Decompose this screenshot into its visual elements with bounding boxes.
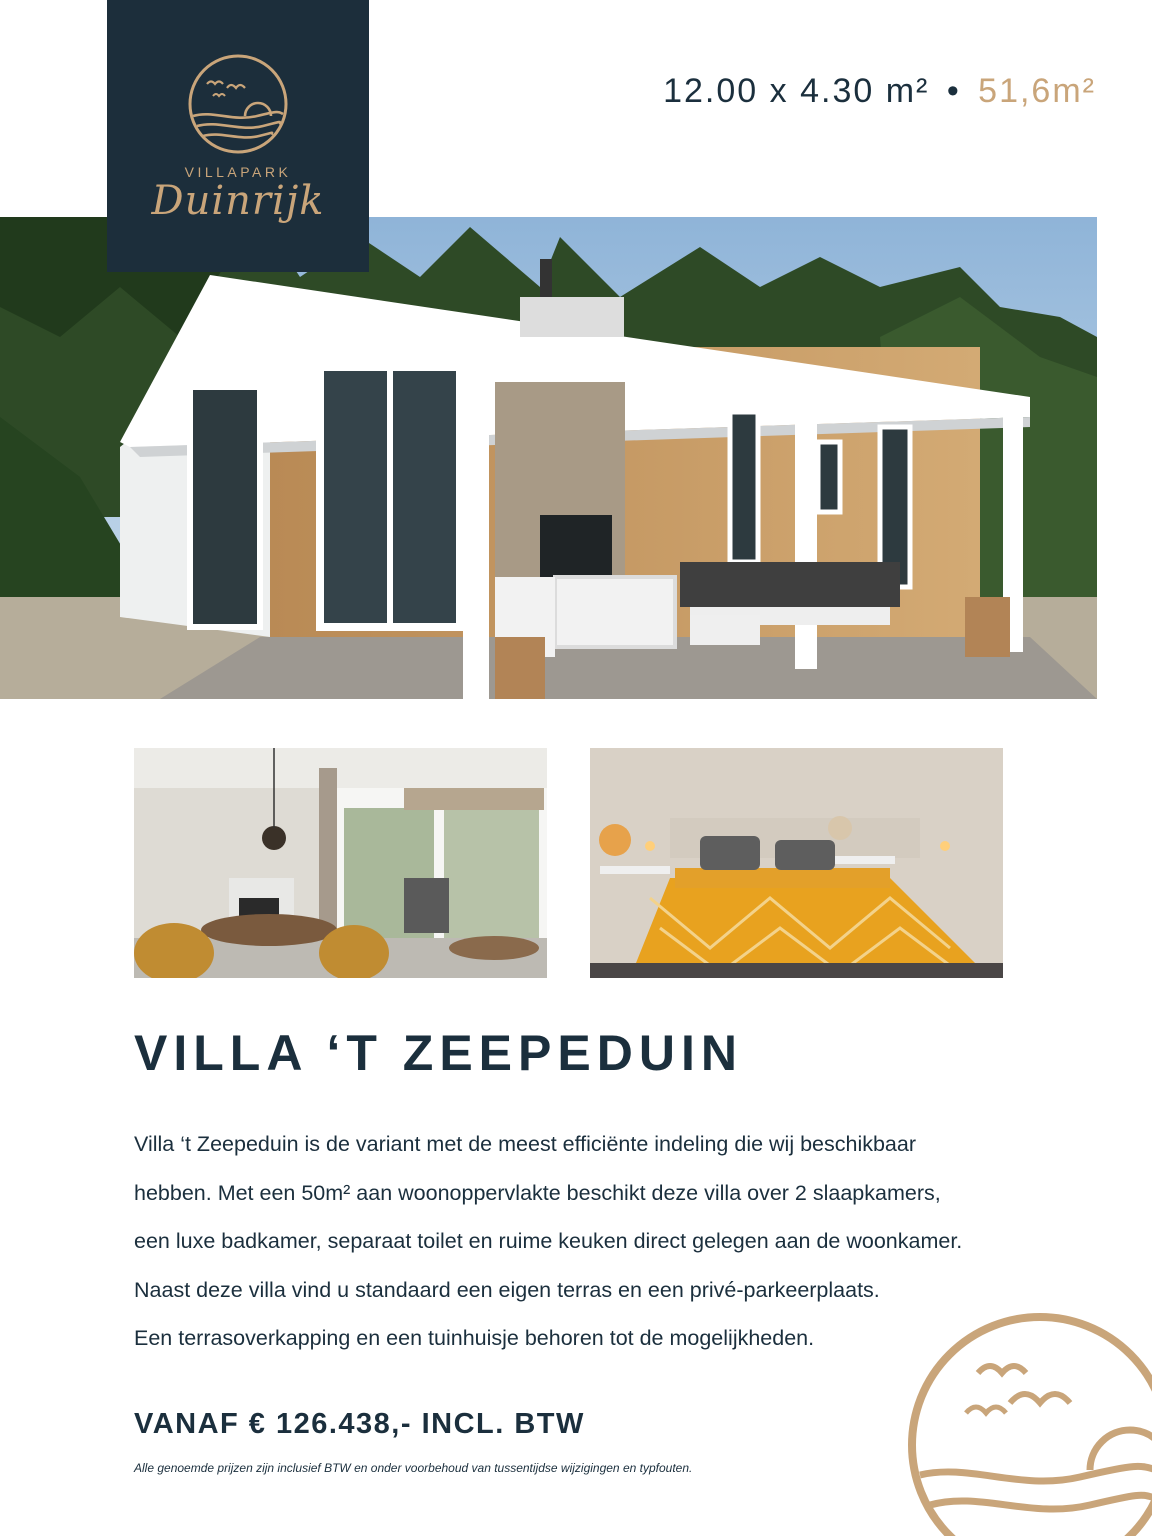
- dimensions-separator: •: [946, 72, 961, 110]
- living-room-photo: [134, 748, 547, 978]
- logo-brand-name: Duinrijk: [151, 178, 325, 224]
- decorative-emblem-icon: [900, 1295, 1152, 1536]
- dimensions-line: [663, 72, 1096, 111]
- dimensions-size: 12.00 x 4.30 m²: [663, 72, 930, 110]
- description-line: Een terrasoverkapping en een tuinhuisje behoren tot de mogelijkheden.: [134, 1326, 815, 1350]
- logo-small-text: VILLAPARK: [184, 164, 292, 180]
- description-line: hebben. Met een 50m² aan woonoppervlakte beschikt deze villa over 2 slaapkamers,: [134, 1180, 941, 1205]
- hero-exterior-photo: [0, 217, 1097, 699]
- brand-logo: [107, 0, 369, 272]
- description-line: een luxe badkamer, separaat toilet en ruime keuken direct gelegen aan de woonkamer.: [134, 1229, 963, 1253]
- price-line: VANAF € 126.438,- INCL. BTW: [134, 1408, 585, 1440]
- logo-emblem-icon: [107, 0, 369, 272]
- villa-title: VILLA ‘T ZEEPEDUIN: [134, 1025, 743, 1081]
- description-line: Naast deze villa vind u standaard een eigen terras en een privé-parkeerplaats.: [134, 1277, 880, 1302]
- bedroom-photo: [590, 748, 1003, 978]
- dimensions-area: 51,6m²: [978, 72, 1096, 110]
- price-disclaimer: Alle genoemde prijzen zijn inclusief BTW en onder voorbehoud van tussentijdse wijzigingen en typfouten.: [134, 1461, 693, 1475]
- description-line: Villa ‘t Zeepeduin is de variant met de meest efficiënte indeling die wij beschikbaar: [134, 1132, 917, 1156]
